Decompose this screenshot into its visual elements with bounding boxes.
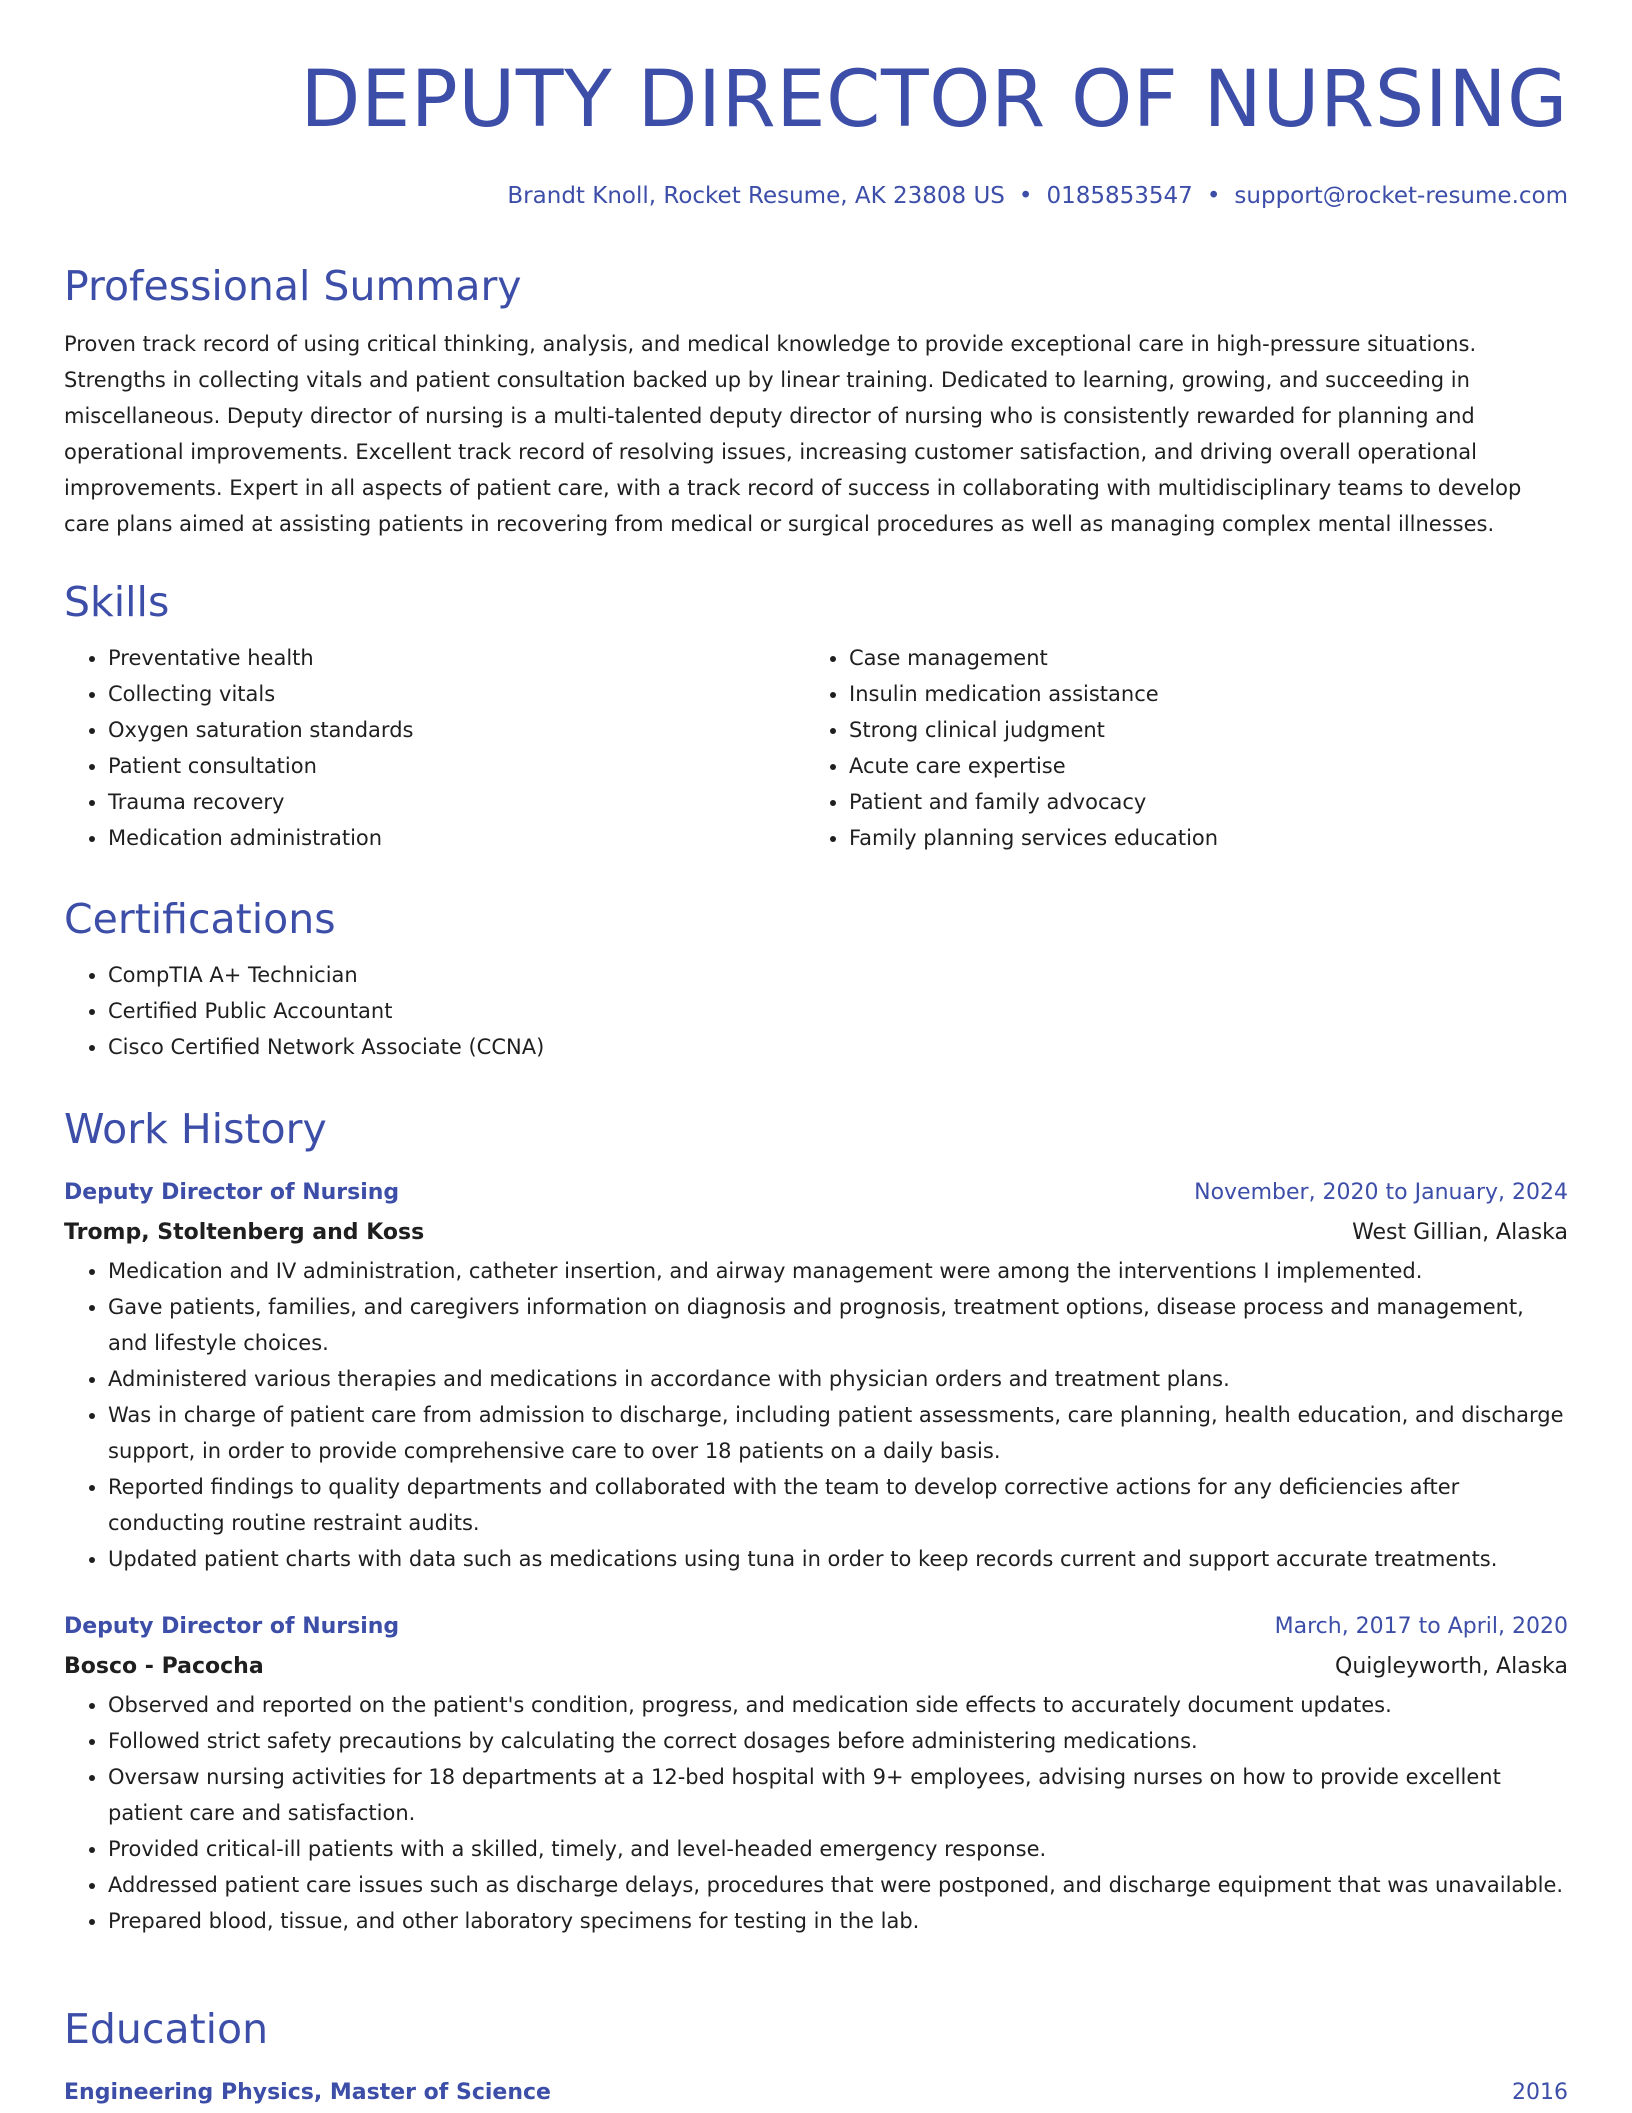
job-dates: November, 2020 to January, 2024 <box>1194 1180 1568 1205</box>
contact-email[interactable]: support@rocket-resume.com <box>1234 183 1568 209</box>
skill-item: • Medication administration <box>108 820 805 856</box>
skill-item: • Family planning services education <box>849 820 1546 856</box>
certifications-section <box>64 893 1568 1065</box>
job-position: Deputy Director of Nursing <box>64 1180 400 1205</box>
contact-address: Brandt Knoll, Rocket Resume, AK 23808 US <box>507 183 1005 209</box>
certification-item: • Cisco Certified Network Associate (CCNA) <box>108 1029 1568 1065</box>
skills-columns <box>64 640 1568 856</box>
skills-column-left <box>64 640 805 856</box>
education-year: 2016 <box>1512 2080 1568 2105</box>
job-bullet: • Updated patient charts with data such as medications using tuna in order to keep records current and support accurate treatments. <box>108 1541 1568 1577</box>
contact-phone[interactable]: 0185853547 <box>1046 183 1193 209</box>
job-entry <box>64 1173 1568 1577</box>
section-heading-education: Education <box>64 2005 269 2053</box>
job-bullet-list <box>64 1687 1568 1939</box>
work-history-section <box>64 1103 1568 1939</box>
job-company: Bosco - Pacocha <box>64 1654 264 1679</box>
section-heading-certifications: Certifications <box>64 895 336 943</box>
skill-item: • Insulin medication assistance <box>849 676 1546 712</box>
professional-summary-section <box>64 260 1568 542</box>
job-bullet: • Medication and IV administration, catheter insertion, and airway management were among the interventions I implemented. <box>108 1253 1568 1289</box>
job-bullet-list <box>64 1253 1568 1577</box>
job-dates: March, 2017 to April, 2020 <box>1274 1614 1568 1639</box>
education-section <box>64 2003 1568 2113</box>
job-bullet: • Addressed patient care issues such as discharge delays, procedures that were postponed, and discharge equipment that was unavailable. <box>108 1867 1568 1903</box>
job-company: Tromp, Stoltenberg and Koss <box>64 1220 425 1245</box>
skills-column-right <box>805 640 1546 856</box>
skill-item: • Oxygen saturation standards <box>108 712 805 748</box>
job-location: West Gillian, Alaska <box>1352 1220 1568 1245</box>
job-bullet: • Prepared blood, tissue, and other laboratory specimens for testing in the lab. <box>108 1903 1568 1939</box>
resume-header <box>64 0 1568 212</box>
job-company-row <box>64 1213 1568 1253</box>
skill-item: • Strong clinical judgment <box>849 712 1546 748</box>
job-bullet: • Gave patients, families, and caregivers information on diagnosis and prognosis, treatment options, disease process and management, and lifestyle choices. <box>108 1289 1568 1361</box>
job-title-heading: DEPUTY DIRECTOR OF NURSING <box>300 55 1568 145</box>
separator-dot: • <box>1206 183 1221 209</box>
education-row <box>64 2073 1568 2113</box>
section-heading-skills: Skills <box>64 578 170 626</box>
job-bullet: • Was in charge of patient care from admission to discharge, including patient assessments, care planning, health education, and discharge support, in order to provide comprehensive care to over 18 patients on a daily basis. <box>108 1397 1568 1469</box>
job-bullet: • Reported findings to quality departments and collaborated with the team to develop corrective actions for any deficiencies after conducting routine restraint audits. <box>108 1469 1568 1541</box>
education-degree: Engineering Physics, Master of Science <box>64 2080 551 2105</box>
job-bullet: • Provided critical-ill patients with a skilled, timely, and level-headed emergency response. <box>108 1831 1568 1867</box>
job-header-row <box>64 1607 1568 1647</box>
job-bullet: • Followed strict safety precautions by calculating the correct dosages before administering medications. <box>108 1723 1568 1759</box>
skill-item: • Collecting vitals <box>108 676 805 712</box>
skills-list-right <box>805 640 1546 856</box>
skill-item: • Patient and family advocacy <box>849 784 1546 820</box>
section-heading-summary: Professional Summary <box>64 262 522 310</box>
job-header-row <box>64 1173 1568 1213</box>
certification-item: • Certified Public Accountant <box>108 993 1568 1029</box>
skill-item: • Case management <box>849 640 1546 676</box>
contact-line <box>64 180 1568 212</box>
job-entry <box>64 1607 1568 1939</box>
job-position: Deputy Director of Nursing <box>64 1614 400 1639</box>
job-bullet: • Oversaw nursing activities for 18 departments at a 12-bed hospital with 9+ employees, advising nurses on how to provide excellent patient care and satisfaction. <box>108 1759 1568 1831</box>
skills-section <box>64 576 1568 856</box>
skill-item: • Acute care expertise <box>849 748 1546 784</box>
skills-list-left <box>64 640 805 856</box>
certification-item: • CompTIA A+ Technician <box>108 957 1568 993</box>
skill-item: • Preventative health <box>108 640 805 676</box>
skill-item: • Patient consultation <box>108 748 805 784</box>
job-bullet: • Administered various therapies and medications in accordance with physician orders and treatment plans. <box>108 1361 1568 1397</box>
skill-item: • Trauma recovery <box>108 784 805 820</box>
job-bullet: • Observed and reported on the patient's condition, progress, and medication side effects to accurately document updates. <box>108 1687 1568 1723</box>
section-heading-work-history: Work History <box>64 1105 327 1153</box>
job-company-row <box>64 1647 1568 1687</box>
job-location: Quigleyworth, Alaska <box>1335 1654 1568 1679</box>
certifications-list <box>64 957 1568 1065</box>
separator-dot: • <box>1018 183 1033 209</box>
summary-text: Proven track record of using critical thinking, analysis, and medical knowledge to provide exceptional care in high-pressure situations. Strengths in collecting vitals and patient consultation backed up by linear training. Dedicated to learning, growing, and succeeding in miscellaneous. Deputy director of nursing is a multi-talented deputy director of nursing who is consistently rewarded for planning and operational improvements. Excellent track record of resolving issues, increasing customer satisfaction, and driving overall operational improvements. Expert in all aspects of patient care, with a track record of success in collaborating with multidisciplinary teams to develop care plans aimed at assisting patients in recovering from medical or surgical procedures as well as managing complex mental illnesses. <box>64 332 1522 536</box>
